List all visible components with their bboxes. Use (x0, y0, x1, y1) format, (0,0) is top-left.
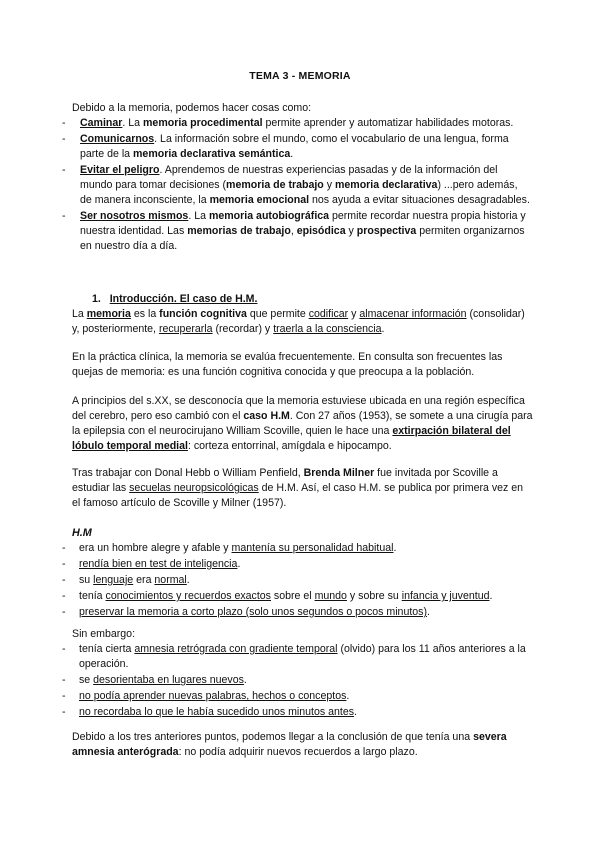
list-item: - Ser nosotros mismos. La memoria autobiográfica permite recordar nuestra propia historia y nuestra identidad. Las memorias de trabajo, episódica y prospectiva permiten organizarnos en nuestro día a día. (62, 210, 526, 252)
paragraph-memoria: La memoria es la función cognitiva que permite codificar y almacenar información (consolidar) y, posteriormente, recuperarla (recordar) y traerla a la consciencia. (72, 308, 525, 335)
list-item: - no podía aprender nuevas palabras, hechos o conceptos. (62, 690, 350, 702)
section-heading: 1. Introducción. El caso de H.M. (92, 293, 258, 305)
list-item: - rendía bien en test de inteligencia. (62, 558, 241, 570)
list-item: - se desorientaba en lugares nuevos. (62, 674, 247, 686)
list-item: - Comunicarnos. La información sobre el mundo, como el vocabulario de una lengua, forma parte de la memoria declarativa semántica. (62, 133, 509, 160)
intro-text: Debido a la memoria, podemos hacer cosas como: (72, 102, 312, 114)
list-item: - preservar la memoria a corto plazo (solo unos segundos o pocos minutos). (62, 606, 430, 618)
list-item: - era un hombre alegre y afable y mantenía su personalidad habitual. (62, 542, 397, 554)
hm-traits-list (62, 541, 532, 621)
paragraph-clinica: En la práctica clínica, la memoria se evalúa frecuentemente. En consulta son frecuentes las quejas de memoria: es una función cognitiva conocida y que preocupa a la población. (72, 351, 503, 378)
list-item: - no recordaba lo que le había sucedido unos minutos antes. (62, 706, 357, 718)
page-title: TEMA 3 - MEMORIA (249, 70, 351, 82)
list-item: - tenía conocimientos y recuerdos exactos sobre el mundo y sobre su infancia y juventud. (62, 590, 493, 602)
uses-list (62, 116, 530, 255)
hm-deficits-list (62, 642, 532, 721)
list-item: - su lenguaje era normal. (62, 574, 190, 586)
list-item: - Caminar. La memoria procedimental permite aprender y automatizar habilidades motoras. (62, 117, 514, 129)
sin-embargo-label: Sin embargo: (72, 628, 136, 640)
list-item: - tenía cierta amnesia retrógrada con gradiente temporal (olvido) para los 11 años anteriores a la operación. (62, 643, 526, 670)
list-item: - Evitar el peligro. Aprendemos de nuestras experiencias pasadas y de la información del mundo para tomar decisiones (memoria de trabajo y memoria declarativa) ...pero además, de manera inconsciente, la memoria emocional nos ayuda a evitar situaciones desagradables. (62, 164, 530, 206)
conclusion-paragraph: Debido a los tres anteriores puntos, podemos llegar a la conclusión de que tenía una severa amnesia anterógrada: no podía adquirir nuevos recuerdos a largo plazo. (72, 731, 507, 758)
paragraph-milner: Tras trabajar con Donal Hebb o William Penfield, Brenda Milner fue invitada por Scoville a estudiar las secuelas neuropsicológicas de H.M. Así, el caso H.M. se publica por primera vez en el famoso artículo de Scoville y Milner (1957). (72, 467, 524, 509)
hm-heading: H.M (72, 527, 92, 539)
paragraph-historia: A principios del s.XX, se desconocía que la memoria estuviese ubicada en una región específica del cerebro, pero eso cambió con el caso H.M. Con 27 años (1953), se somete a una cirugía para la epilepsia con el neurocirujano William Scoville, quien le hace una extirpación bilateral del lóbulo temporal medial: corteza entorrinal, amígdala e hipocampo. (72, 395, 533, 452)
